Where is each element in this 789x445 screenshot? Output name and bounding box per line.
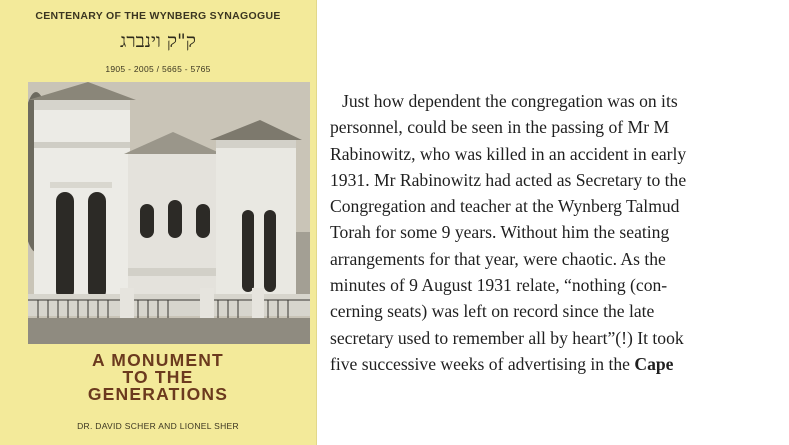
text-line: arrangements for that year, were chaotic. As the	[330, 248, 666, 269]
text-line-last-start: five successive weeks of advertising in the	[330, 353, 635, 374]
cover-authors: DR. DAVID SCHER AND LIONEL SHER	[77, 421, 239, 431]
text-line: cerning seats) was left on record since the late	[330, 301, 655, 322]
text-line-last	[330, 351, 770, 377]
text-line: 1931. Mr Rabinowitz had acted as Secretary to the	[330, 169, 687, 190]
cover-hebrew-title: ק"ק וינברג	[120, 30, 196, 52]
text-line-last-bold: Cape	[634, 353, 674, 374]
text-line: minutes of 9 August 1931 relate, “nothing (con-	[330, 275, 668, 296]
cover-title-line: TO THE	[122, 367, 194, 387]
cover-years: 1905 - 2005 / 5665 - 5765	[105, 64, 211, 74]
cover-header: CENTENARY OF THE WYNBERG SYNAGOGUE	[35, 10, 281, 22]
synagogue-photo	[28, 82, 310, 344]
cover-title	[0, 352, 316, 403]
text-line: Just how dependent the congregation was on its	[342, 91, 678, 111]
text-line: Torah for some 9 years. Without him the seating	[330, 222, 670, 243]
text-line: secretary used to remember all by heart”(!) It took	[330, 327, 684, 348]
text-line: Rabinowitz, who was killed in an accident in early	[330, 143, 687, 164]
cover-title-line: A MONUMENT	[92, 350, 224, 370]
text-line: Congregation and teacher at the Wynberg Talmud	[330, 196, 680, 217]
book-cover	[0, 0, 317, 445]
text-line: personnel, could be seen in the passing of Mr M	[330, 117, 670, 138]
page-text	[330, 88, 770, 377]
cover-title-line: GENERATIONS	[87, 384, 229, 404]
